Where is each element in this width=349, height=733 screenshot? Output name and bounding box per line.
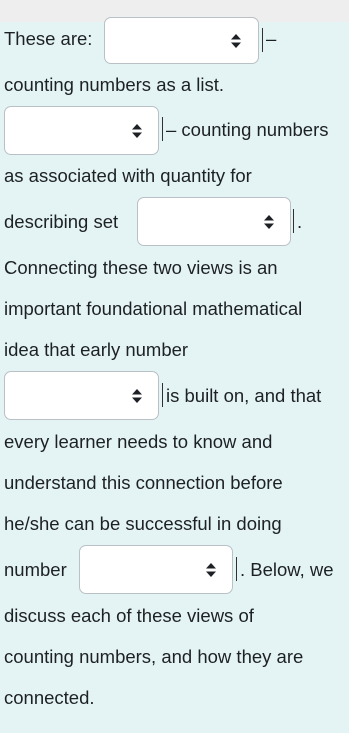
updown-arrows-icon — [231, 34, 241, 48]
dropdown-4[interactable] — [4, 371, 159, 420]
text-line-2: counting numbers as a list. — [4, 74, 225, 95]
text-below-we: . Below, we — [240, 559, 334, 580]
text-line-14: discuss each of these views of — [4, 605, 254, 626]
updown-arrows-icon — [132, 124, 142, 138]
dropdown-5[interactable] — [79, 545, 233, 594]
separator-bar — [262, 28, 263, 52]
updown-arrows-icon — [206, 563, 216, 577]
dropdown-2[interactable] — [4, 106, 159, 155]
dropdown-1[interactable] — [104, 17, 259, 64]
separator-bar — [293, 209, 294, 233]
text-line-6: Connecting these two views is an — [4, 257, 278, 278]
text-line-3: – counting numbers — [166, 119, 329, 140]
dropdown-3[interactable] — [137, 197, 291, 246]
text-line-12: he/she can be successful in doing — [4, 513, 282, 534]
separator-bar — [162, 117, 163, 141]
updown-arrows-icon — [132, 389, 142, 403]
text-describing-set: describing set — [4, 211, 119, 232]
text-line-11: understand this connection before — [4, 472, 283, 493]
text-dash: – — [266, 28, 277, 49]
text-number: number — [4, 559, 67, 580]
text-line-15: counting numbers, and how they are — [4, 646, 304, 667]
text-line-10: every learner needs to know and — [4, 431, 273, 452]
text-period: . — [297, 211, 303, 232]
text-line-4: as associated with quantity for — [4, 165, 252, 186]
text-line-9: is built on, and that — [166, 385, 322, 406]
text-line-16: connected. — [4, 687, 95, 708]
text-line-7: important foundational mathematical — [4, 298, 303, 319]
text-these-are: These are: — [4, 28, 93, 49]
separator-bar — [162, 383, 163, 407]
separator-bar — [236, 557, 237, 581]
updown-arrows-icon — [264, 215, 274, 229]
text-line-8: idea that early number — [4, 339, 189, 360]
